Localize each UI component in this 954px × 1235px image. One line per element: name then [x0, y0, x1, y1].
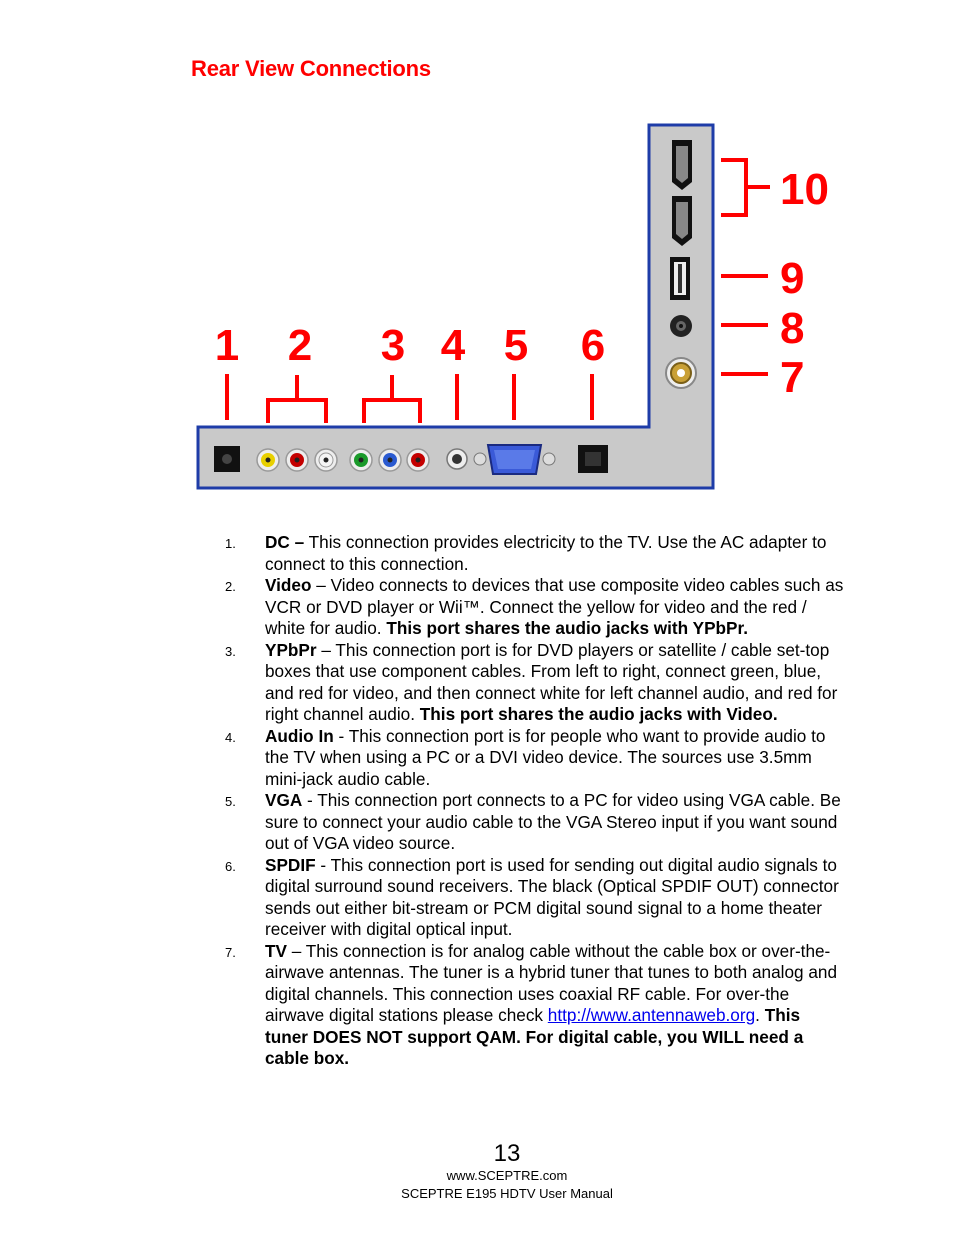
list-item-bold-text: VGA — [265, 790, 303, 810]
callout-number-6: 6 — [580, 321, 606, 370]
list-item-number: 1. — [225, 536, 236, 551]
list-item-text: – This connection port is for DVD players or satellite / cable set-top boxes that use component cables. From left to right, connect green, blue, and red for video, and then connect white for left channel audio, and red for right channel audio. — [265, 639, 838, 724]
list-item-bold-text: This port shares the audio jacks with YPbPr. — [386, 618, 749, 638]
list-item-number: 4. — [225, 729, 236, 745]
rca-red-2 — [407, 449, 429, 471]
list-item-bold-text: Audio In — [265, 725, 334, 746]
callout-number-1: 1 — [214, 321, 240, 370]
callout-number-5: 5 — [503, 321, 529, 370]
callout-number-3: 3 — [380, 321, 406, 370]
list-item-text: - This connection port is used for sending out digital audio signals to digital surround sound receivers. The black (Optical SPDIF OUT) connector sends out either bit-stream or PCM digital sound signal to a home theater receiver with digital optical input. — [265, 854, 839, 939]
list-item-text: - This connection port connects to a PC for video using VGA cable. Be sure to connect your audio cable to the VGA Stereo input if you want sound out of VGA video source. — [265, 790, 841, 853]
list-item-number: 5. — [225, 794, 236, 809]
list-item-text: . — [755, 1005, 765, 1025]
footer-site: www.SCEPTRE.com — [446, 1168, 568, 1183]
list-item — [225, 726, 845, 791]
list-item — [225, 941, 845, 1070]
list-item-text: This connection provides electricity to the TV. Use the AC adapter to connect to this connection. — [265, 532, 827, 574]
rca-blue — [379, 449, 401, 471]
list-item-number: 2. — [225, 579, 236, 594]
list-item — [225, 790, 845, 855]
list-item-text: – This connection is for analog cable without the cable box or over-the-airwave antennas. The tuner is a hybrid tuner that tunes to both analog and digital channels. This connection uses coaxial RF cable. For over-the airwave digital stations please check — [265, 940, 838, 1025]
list-item-number: 3. — [225, 643, 236, 659]
connection-list — [225, 532, 845, 1070]
audio-in-jack — [447, 449, 467, 469]
page-title: Rear View Connections — [191, 56, 431, 81]
hdmi-port-1 — [672, 140, 692, 190]
list-item-number: 6. — [225, 858, 236, 874]
earphone-jack — [670, 315, 692, 337]
callout-number-4: 4 — [440, 321, 466, 370]
list-item-text: - This connection port is for people who want to provide audio to the TV when using a PC or a DVI video device. The sources use 3.5mm mini-jack audio cable. — [265, 725, 826, 789]
rca-white — [315, 449, 337, 471]
rca-yellow — [257, 449, 279, 471]
coax-tv-port — [666, 358, 696, 388]
list-item-bold-text: Video — [265, 575, 312, 595]
list-item — [225, 640, 845, 726]
list-item-text: – Video connects to devices that use composite video cables such as VCR or DVD player or Wii™. Connect the yellow for video and the red / white for audio. — [265, 575, 844, 638]
rear-panel — [198, 125, 713, 488]
callout-number-9: 9 — [780, 254, 805, 303]
hdmi-port-2 — [672, 196, 692, 246]
antennaweb-link[interactable]: http://www.antennaweb.org — [547, 1005, 756, 1025]
usb-port — [670, 257, 690, 300]
list-item-bold-text: TV — [265, 940, 287, 961]
rca-green — [350, 449, 372, 471]
list-item-bold-text: DC – — [265, 532, 305, 552]
footer-manual-title: SCEPTRE E195 HDTV User Manual — [401, 1186, 613, 1201]
list-item-bold-text: This port shares the audio jacks with Video. — [419, 704, 778, 724]
callout-number-7: 7 — [780, 353, 805, 402]
list-item-bold-text: YPbPr — [265, 639, 317, 660]
spdif-port — [578, 445, 608, 473]
callout-number-8: 8 — [780, 304, 805, 353]
list-item-number: 7. — [225, 944, 236, 960]
rca-red-1 — [286, 449, 308, 471]
callout-number-10: 10 — [780, 165, 829, 214]
list-item — [225, 532, 845, 575]
page-number: 13 — [493, 1140, 521, 1167]
list-item — [225, 855, 845, 941]
rear-panel-diagram — [0, 0, 954, 520]
list-item — [225, 575, 845, 640]
dc-power-port — [214, 446, 240, 472]
callout-number-2: 2 — [287, 321, 313, 370]
list-item-bold-text: This tuner DOES NOT support QAM. For digital cable, you WILL need a cable box. — [265, 1005, 804, 1068]
list-item-bold-text: SPDIF — [265, 854, 316, 875]
